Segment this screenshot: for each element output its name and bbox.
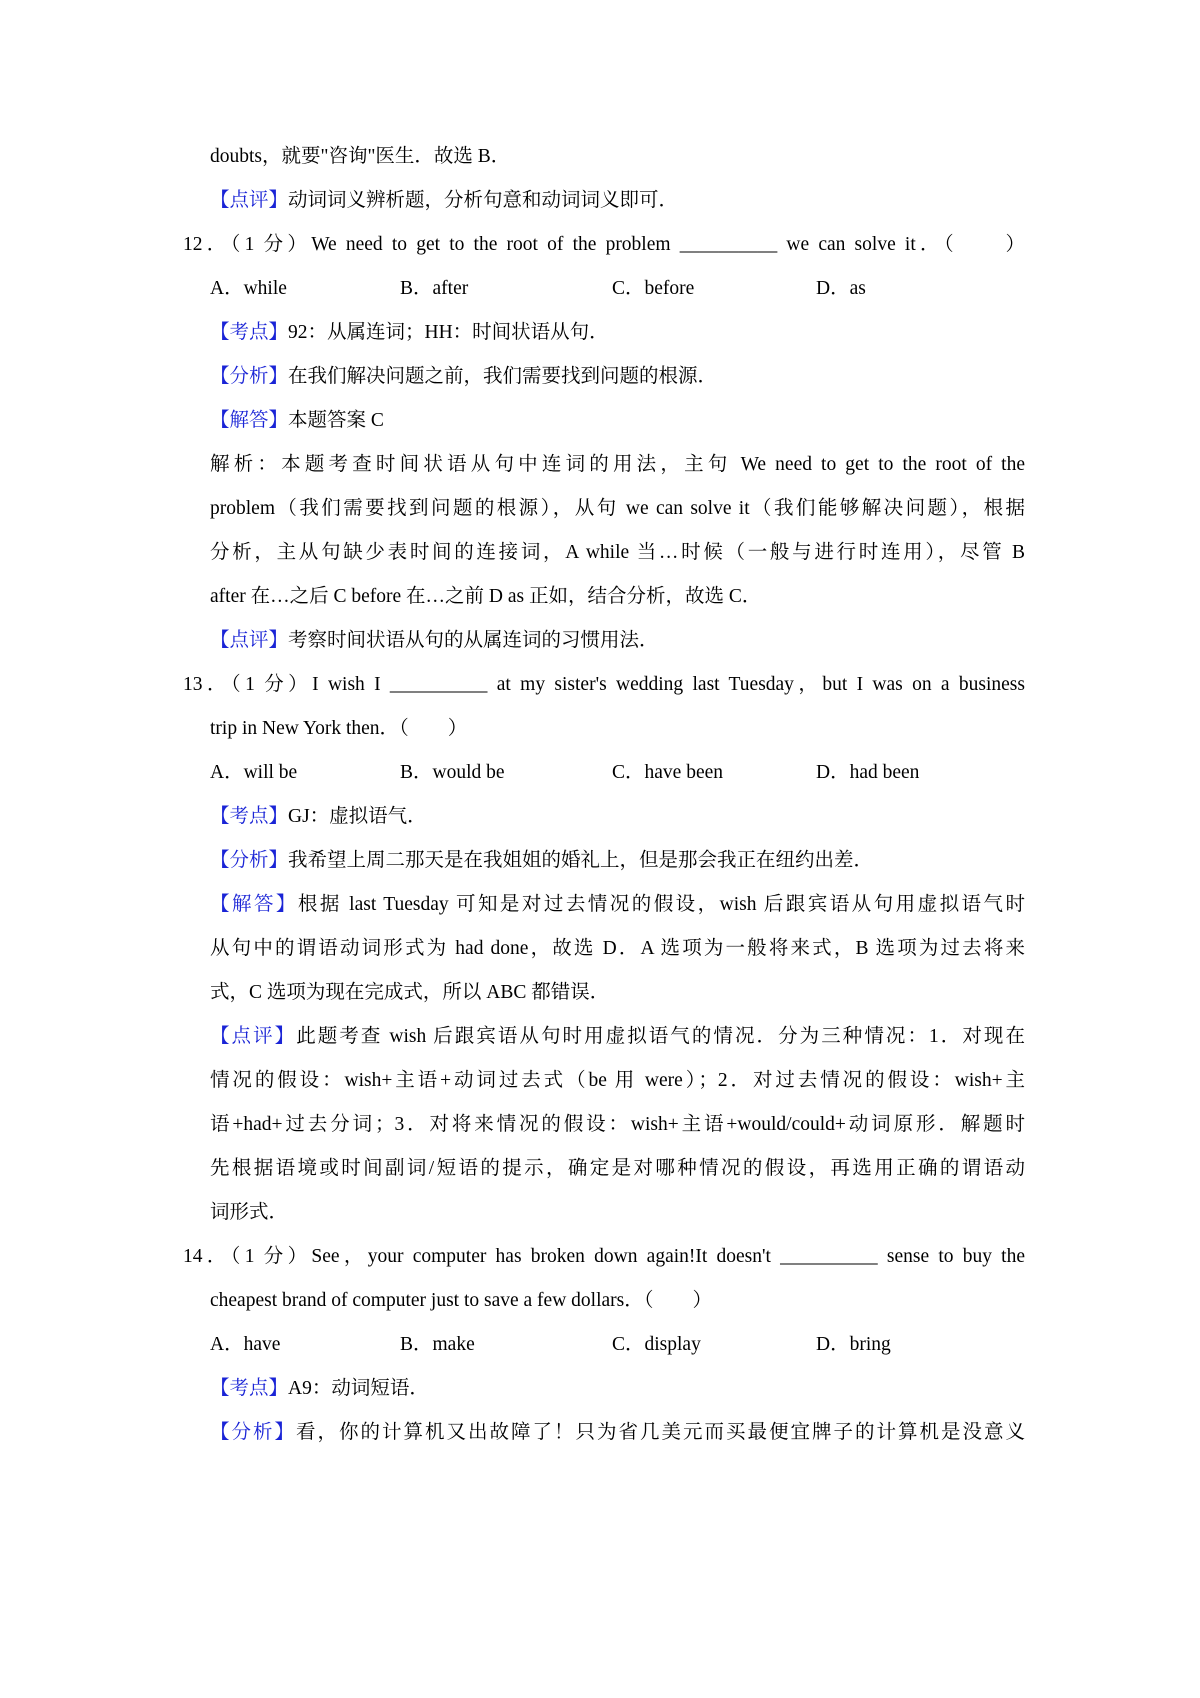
q12-jiexi-line: 分析，主从句缺少表时间的连接词，A while 当…时候（一般与进行时连用），尽管 B	[210, 542, 1025, 563]
q13-jieda-line: 从句中的谓语动词形式为 had done，故选 D．A 选项为一般将来式，B 选项为过去将来	[210, 938, 1025, 959]
q13-dianping-line: 先根据语境或时间副词/短语的提示，确定是对哪种情况的假设，再选用正确的谓语动	[210, 1158, 1025, 1179]
dianping-text: 此题考查 wish 后跟宾语从句时用虚拟语气的情况．分为三种情况：1．对现在	[296, 1026, 1025, 1047]
jieda-text: 本题答案 C	[288, 410, 384, 431]
comment-line	[210, 188, 1025, 214]
q13-kaodian	[210, 804, 1025, 830]
question-13-stem-cont: trip in New York then．（ ）	[210, 718, 468, 739]
comment-tag: 【点评】	[210, 190, 289, 211]
q12-jiexi-line: after 在…之后 C before 在…之前 D as 正如，结合分析，故选 C．	[210, 586, 762, 607]
kaodian-tag: 【考点】	[210, 322, 289, 343]
kaodian-text: 92：从属连词；HH：时间状语从句．	[288, 322, 609, 343]
q13-option-b: B．would be	[400, 762, 505, 783]
q12-dianping	[210, 628, 1025, 654]
q13-dianping	[210, 1024, 1025, 1050]
jieda-text: 根据 last Tuesday 可知是对过去情况的假设，wish 后跟宾语从句用虚拟语气时	[297, 894, 1025, 915]
dianping-text: 考察时间状语从句的从属连词的习惯用法．	[288, 630, 659, 651]
q13-dianping-line: 语+had+过去分词；3．对将来情况的假设：wish+主语+would/could+动词原形．解题时	[210, 1114, 1025, 1135]
kaodian-text: GJ：虚拟语气．	[288, 806, 427, 827]
text-line: doubts，就要"咨询"医生．故选 B．	[210, 146, 511, 167]
q12-kaodian	[210, 320, 1025, 346]
q12-option-c: C．before	[612, 278, 695, 299]
q14-option-b: B．make	[400, 1334, 475, 1355]
question-13-stem: 13．（1 分）I wish I __________ at my sister's wedding last Tuesday，but I was on a business	[183, 674, 1025, 695]
fenxi-text: 我希望上周二那天是在我姐姐的婚礼上，但是那会我正在纽约出差．	[288, 850, 874, 871]
fenxi-text: 在我们解决问题之前，我们需要找到问题的根源．	[288, 366, 718, 387]
q14-fenxi	[210, 1420, 1025, 1446]
q14-option-c: C．display	[612, 1334, 701, 1355]
q13-dianping-line: 词形式．	[210, 1202, 289, 1223]
q12-jiexi-line: problem（我们需要找到问题的根源），从句 we can solve it（我们能够解决问题），根据	[210, 498, 1025, 519]
q14-option-a: A．have	[210, 1334, 281, 1355]
kaodian-tag: 【考点】	[210, 1378, 289, 1399]
q13-option-c: C．have been	[612, 762, 724, 783]
dianping-tag: 【点评】	[210, 630, 289, 651]
dianping-tag: 【点评】	[210, 1026, 297, 1047]
question-14-stem-cont: cheapest brand of computer just to save a few dollars．（ ）	[210, 1290, 712, 1311]
fenxi-tag: 【分析】	[210, 1422, 296, 1443]
q14-kaodian	[210, 1376, 1025, 1402]
q12-jiexi-line: 解析：本题考查时间状语从句中连词的用法，主句 We need to get to the root of the	[210, 454, 1025, 475]
q13-option-a: A．will be	[210, 762, 298, 783]
jieda-tag: 【解答】	[210, 410, 289, 431]
q14-option-d: D．bring	[816, 1334, 891, 1355]
comment-text: 动词词义辨析题，分析句意和动词词义即可．	[288, 190, 679, 211]
kaodian-tag: 【考点】	[210, 806, 289, 827]
q13-dianping-line: 情况的假设：wish+主语+动词过去式（be 用 were）；2．对过去情况的假设：wish+主	[210, 1070, 1025, 1091]
jieda-tag: 【解答】	[210, 894, 298, 915]
fenxi-tag: 【分析】	[210, 366, 289, 387]
question-14-stem: 14．（1 分）See，your computer has broken down again!It doesn't __________ sense to buy the	[183, 1246, 1025, 1267]
q12-fenxi	[210, 364, 1025, 390]
q13-fenxi	[210, 848, 1025, 874]
q12-option-d: D．as	[816, 278, 866, 299]
q13-option-d: D．had been	[816, 762, 920, 783]
q12-option-a: A．while	[210, 278, 287, 299]
question-12-stem: 12．（1 分）We need to get to the root of the problem __________ we can solve it．（ ）	[183, 234, 1025, 255]
fenxi-tag: 【分析】	[210, 850, 289, 871]
q13-jieda-line: 式，C 选项为现在完成式，所以 ABC 都错误．	[210, 982, 610, 1003]
fenxi-text: 看，你的计算机又出故障了！只为省几美元而买最便宜牌子的计算机是没意义	[296, 1422, 1025, 1443]
q12-option-b: B．after	[400, 278, 469, 299]
kaodian-text: A9：动词短语．	[288, 1378, 429, 1399]
q12-jieda	[210, 408, 1025, 434]
q13-jieda	[210, 892, 1025, 918]
